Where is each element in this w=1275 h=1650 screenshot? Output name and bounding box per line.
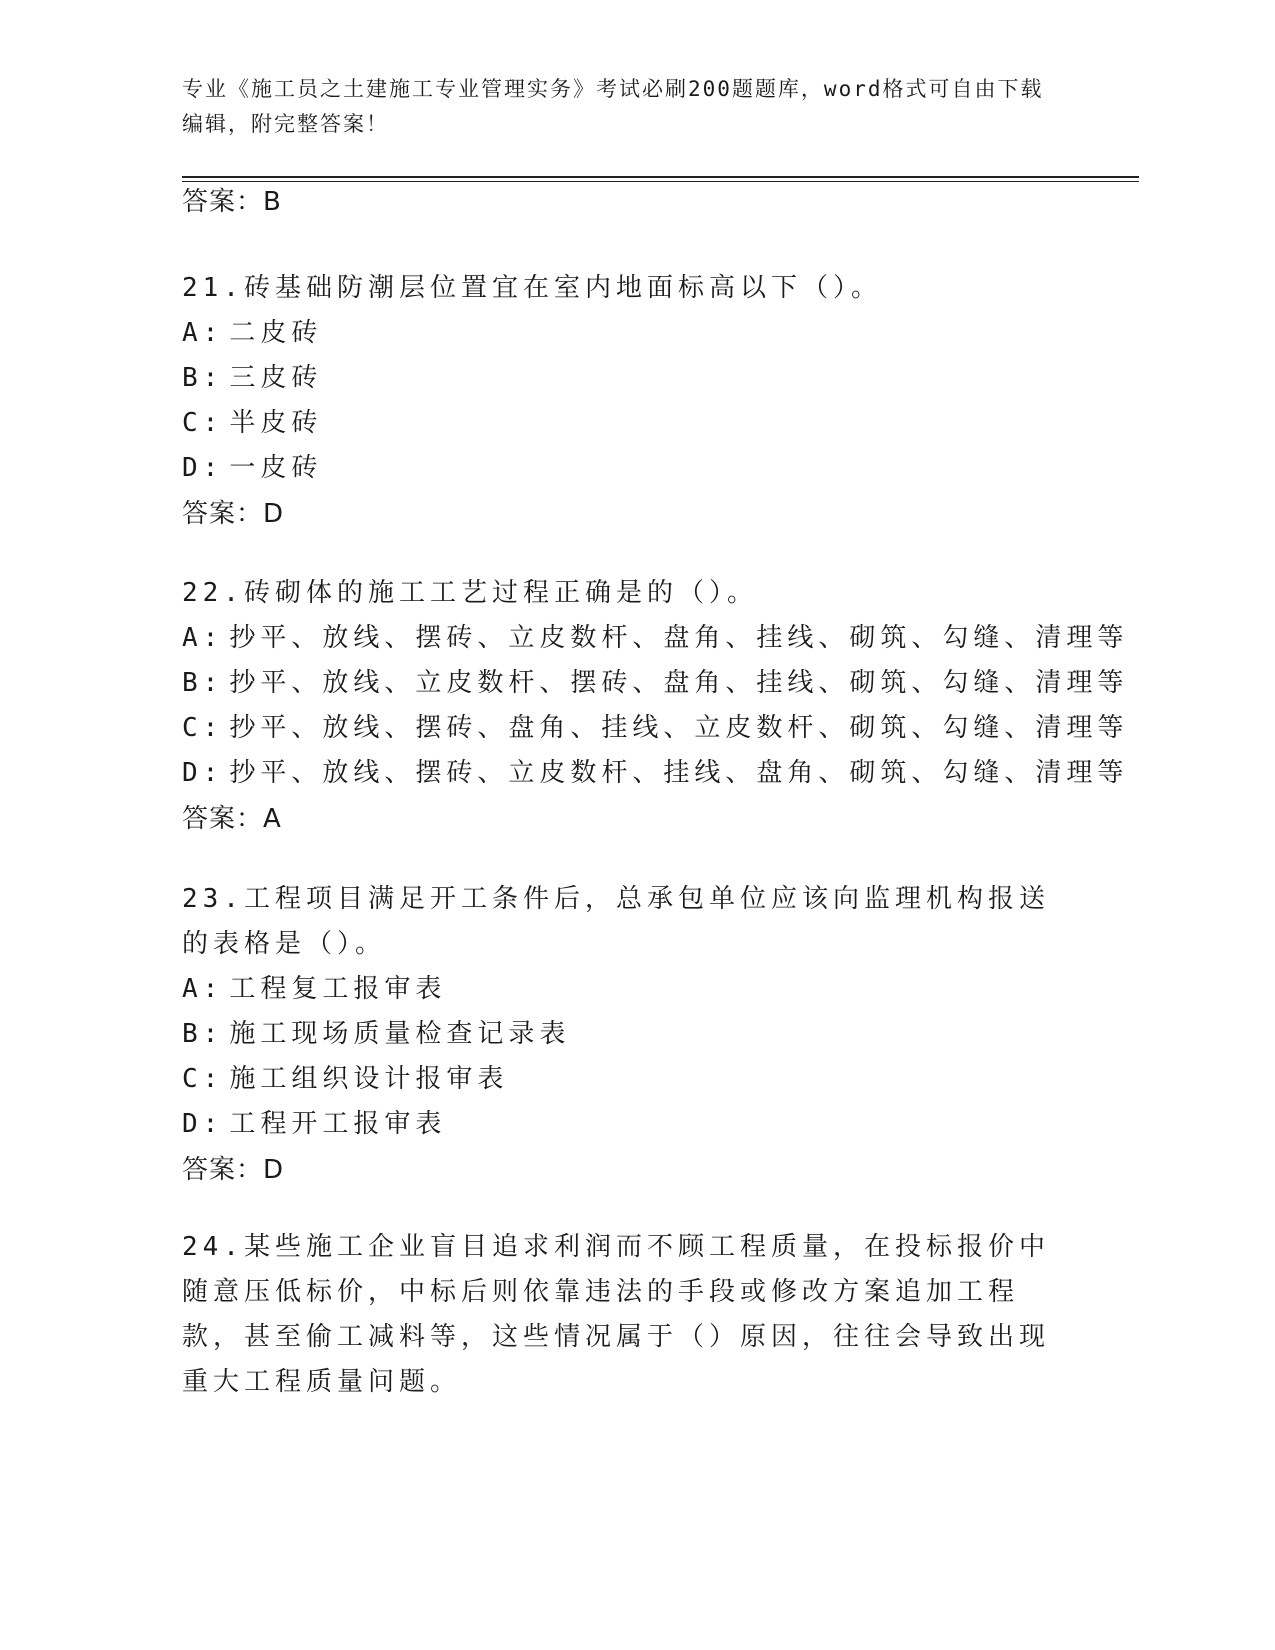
option-label: C: <box>182 713 224 743</box>
option-text: 抄平、放线、摆砖、盘角、挂线、立皮数杆、砌筑、勾缝、清理等 <box>229 713 1129 743</box>
option-text: 抄平、放线、摆砖、立皮数杆、挂线、盘角、砌筑、勾缝、清理等 <box>229 758 1129 788</box>
option-label: B: <box>182 668 224 698</box>
option-text: 半皮砖 <box>229 408 323 438</box>
option-a <box>182 967 1062 1012</box>
option-label: B: <box>182 1019 224 1049</box>
header-divider-thick <box>182 176 1139 178</box>
question-stem: 23.工程项目满足开工条件后，总承包单位应该向监理机构报送的表格是（）。 <box>182 884 1050 959</box>
option-text: 抄平、放线、摆砖、立皮数杆、盘角、挂线、砌筑、勾缝、清理等 <box>229 623 1129 653</box>
question-answer: 答案：D <box>182 1155 285 1185</box>
option-b <box>182 661 1129 706</box>
option-b <box>182 1012 1062 1057</box>
question-stem: 21.砖基础防潮层位置宜在室内地面标高以下（）。 <box>182 273 882 303</box>
option-text: 施工组织设计报审表 <box>229 1064 509 1094</box>
option-text: 三皮砖 <box>229 363 323 393</box>
option-a <box>182 311 1062 356</box>
option-text: 二皮砖 <box>229 318 323 348</box>
option-label: A: <box>182 974 224 1004</box>
option-text: 工程复工报审表 <box>229 974 447 1004</box>
option-label: D: <box>182 1109 224 1139</box>
question-stem: 24.某些施工企业盲目追求利润而不顾工程质量，在投标报价中随意压低标价，中标后则依靠违法的手段或修改方案追加工程款，甚至偷工减料等，这些情况属于（）原因，往往会导致出现重大工程质量问题。 <box>182 1232 1051 1397</box>
question-22 <box>182 571 1129 842</box>
option-a <box>182 616 1129 661</box>
question-23 <box>182 877 1062 1193</box>
option-d <box>182 446 1062 491</box>
question-answer: 答案：A <box>182 804 282 834</box>
option-label: A: <box>182 623 224 653</box>
option-c <box>182 1057 1062 1102</box>
previous-answer: 答案：B <box>182 187 282 217</box>
option-c <box>182 401 1062 446</box>
option-label: C: <box>182 1064 224 1094</box>
question-21 <box>182 266 1062 537</box>
option-label: D: <box>182 758 224 788</box>
option-label: D: <box>182 453 224 483</box>
header-divider-thin <box>182 181 1139 182</box>
option-label: B: <box>182 363 224 393</box>
document-header: 专业《施工员之土建施工专业管理实务》考试必刷200题题库，word格式可自由下载编辑，附完整答案！ <box>182 77 1044 136</box>
option-text: 施工现场质量检查记录表 <box>229 1019 571 1049</box>
question-answer: 答案：D <box>182 499 285 529</box>
option-b <box>182 356 1062 401</box>
option-text: 工程开工报审表 <box>229 1109 447 1139</box>
option-text: 抄平、放线、立皮数杆、摆砖、盘角、挂线、砌筑、勾缝、清理等 <box>229 668 1129 698</box>
option-label: A: <box>182 318 224 348</box>
option-text: 一皮砖 <box>229 453 323 483</box>
question-stem: 22.砖砌体的施工工艺过程正确是的（）。 <box>182 578 758 608</box>
option-d <box>182 751 1129 796</box>
option-label: C: <box>182 408 224 438</box>
option-c <box>182 706 1129 751</box>
question-24 <box>182 1225 1062 1405</box>
option-d <box>182 1102 1062 1147</box>
